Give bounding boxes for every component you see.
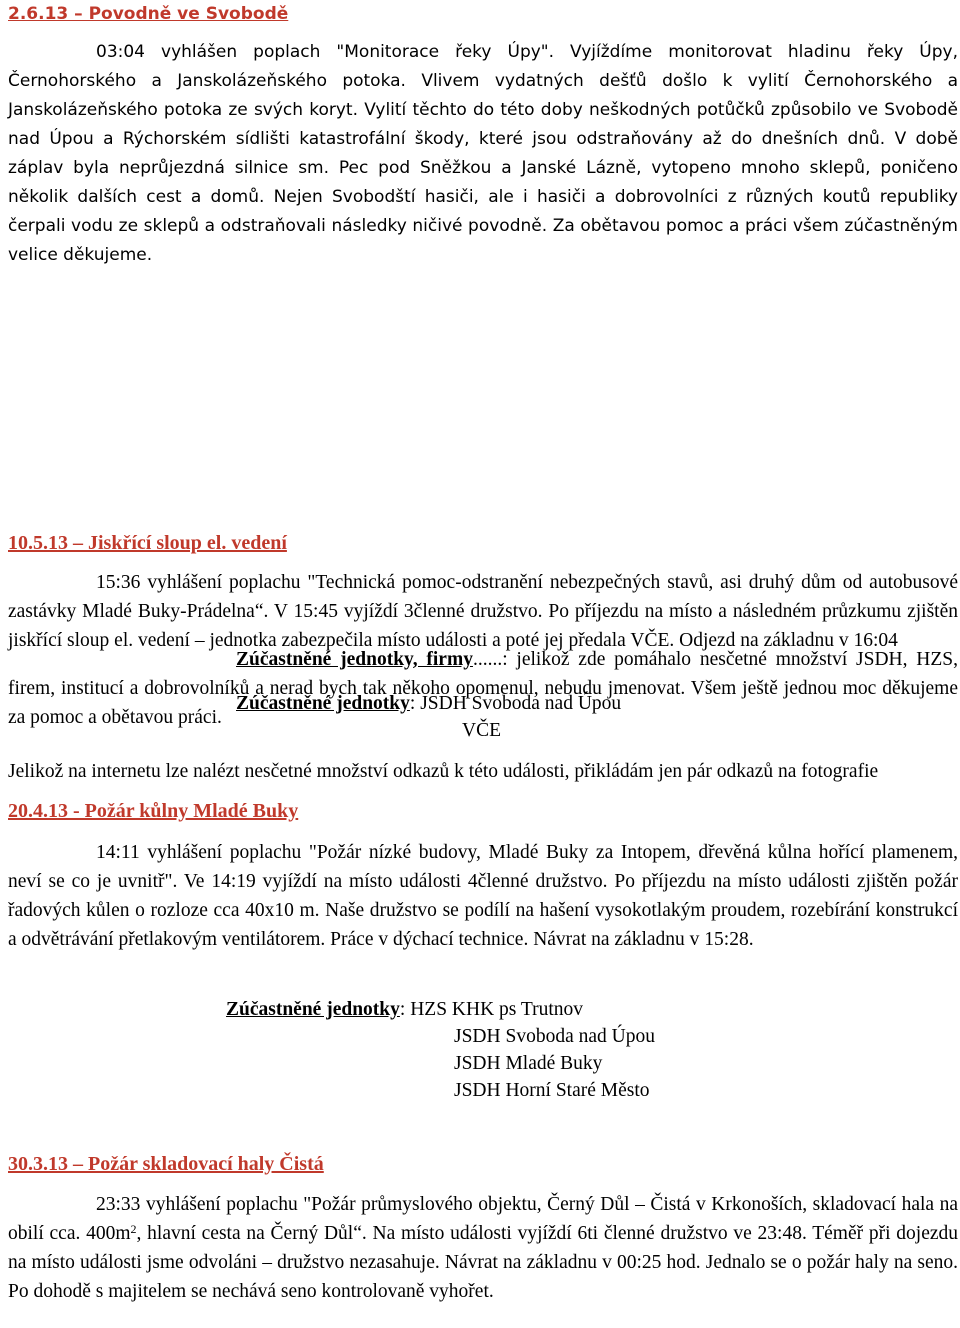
units-row bbox=[226, 1023, 946, 1050]
unit-item: : JSDH Svoboda nad Úpou bbox=[409, 693, 622, 714]
section-body-jiskrici-sloup: 15:36 vyhlášení poplachu "Technická pomoc-odstranění nebezpečných stavů, asi druhý dům od autobusové zastávky Mladé Buky-Prádelna“. V 15:45 vyjíždí 3členné družstvo. Po příjezdu na místo a následném průzkumu zjištěn jiskřící sloup el. vedení – jednotka zabezpečila místo události a poté jej předala VČE. Odjezd na základnu v 16:04 bbox=[8, 572, 958, 651]
unit-item: JSDH Horní Staré Město bbox=[454, 1080, 650, 1101]
body-part-a: 23:33 vyhlášení poplachu "Požár průmyslového objektu, Černý Důl – Čistá v Krkonoších, skladovací hala na obilí cca. 400m bbox=[8, 1194, 958, 1244]
section-heading-jiskrici-sloup: 10.5.13 – Jiskřící sloup el. vedení bbox=[8, 532, 287, 554]
units-row bbox=[236, 690, 936, 717]
body-part-b: , hlavní cesta na Černý Důl“. Na místo události vyjíždí 6ti členné družstvo ve 23:48. Téměř při dojezdu na místo události jsme odvoláni – družstvo nezasahuje. Návrat na základnu v 00:25 hod. Jednalo se o požár haly na seno. Po dohodě s majitelem se nechává seno kontrolovaně vyhořet. bbox=[8, 1223, 959, 1302]
units-row bbox=[226, 1050, 946, 1077]
units-row bbox=[226, 1077, 946, 1104]
units-block-jiskrici-sloup bbox=[236, 690, 936, 744]
units-text: ......: jelikož zde pomáhalo nesčetné množství JSDH, HZS, firem, institucí a dobrovolníků a nerad bych tak někoho opomenul, nebudu jmenovat. Všem ještě jednou moc děkujeme za pomoc a obětavou práci. bbox=[8, 649, 959, 728]
section-body-pozar-kulny: 14:11 vyhlášení poplachu "Požár nízké budovy, Mladé Buky za Intopem, dřevěná kůlna hořící plamenem, neví se co je uvnitř". Ve 14:19 vyjíždí na místo události 4členné družstvo. Po příjezdu na místo události zjištěn požár řadových kůlen o rozloze cca 40x10 m. Naše družstvo se podílí na hašení vysokotlakým proudem, rozebírání konstrukcí a odvětrávání přetlakovým ventilátorem. Práce v dýchací technice. Návrat na základnu v 15:28. bbox=[8, 842, 958, 950]
section-body-pozar-haly bbox=[8, 1190, 958, 1306]
superscript: 2 bbox=[130, 1222, 137, 1236]
units-row bbox=[226, 996, 946, 1023]
unit-item: VČE bbox=[462, 720, 501, 741]
section-heading-pozar-haly: 30.3.13 – Požár skladovací haly Čistá bbox=[8, 1153, 324, 1175]
links-paragraph: Jelikož na internetu lze nalézt nesčetné množství odkazů k této události, přikládám jen pár odkazů na fotografie bbox=[8, 761, 879, 782]
unit-item: JSDH Mladé Buky bbox=[454, 1053, 603, 1074]
units-label: Zúčastněné jednotky bbox=[236, 693, 410, 714]
units-label: Zúčastněné jednotky, firmy bbox=[236, 649, 473, 670]
unit-item: : HZS KHK ps Trutnov bbox=[399, 999, 584, 1020]
units-label: Zúčastněné jednotky bbox=[226, 999, 400, 1020]
units-block-pozar-kulny bbox=[226, 996, 946, 1104]
section-heading-povodne: 2.6.13 – Povodně ve Svobodě bbox=[8, 4, 289, 24]
unit-item: JSDH Svoboda nad Úpou bbox=[454, 1026, 655, 1047]
section-body-povodne: 03:04 vyhlášen poplach "Monitorace řeky Úpy". Vyjíždíme monitorovat hladinu řeky Úpy, Černohorského a Janskolázeňského potoka. Vlivem vydatných dešťů došlo k vylití Černohorského a Janskolázeňského potoka ze svých koryt. Vylití těchto do této doby neškodných potůčků způsobilo ve Svobodě nad Úpou a Rýchorském sídlišti katastrofální škody, které jsou odstraňovány až do dnešních dnů. V době záplav byla neprůjezdná silnice sm. Pec pod Sněžkou a Janské Lázně, vytopeno mnoho sklepů, poničeno několik dalších cest a domů. Nejen Svobodští hasiči, ale i hasiči a dobrovolníci z různých koutů republiky čerpali vodu ze sklepů a odstraňovali následky ničivé povodně. Za obětavou pomoc a práci všem zúčastněným velice děkujeme. bbox=[8, 42, 958, 265]
units-row bbox=[236, 717, 936, 744]
section-heading-pozar-kulny: 20.4.13 - Požár kůlny Mladé Buky bbox=[8, 800, 299, 822]
